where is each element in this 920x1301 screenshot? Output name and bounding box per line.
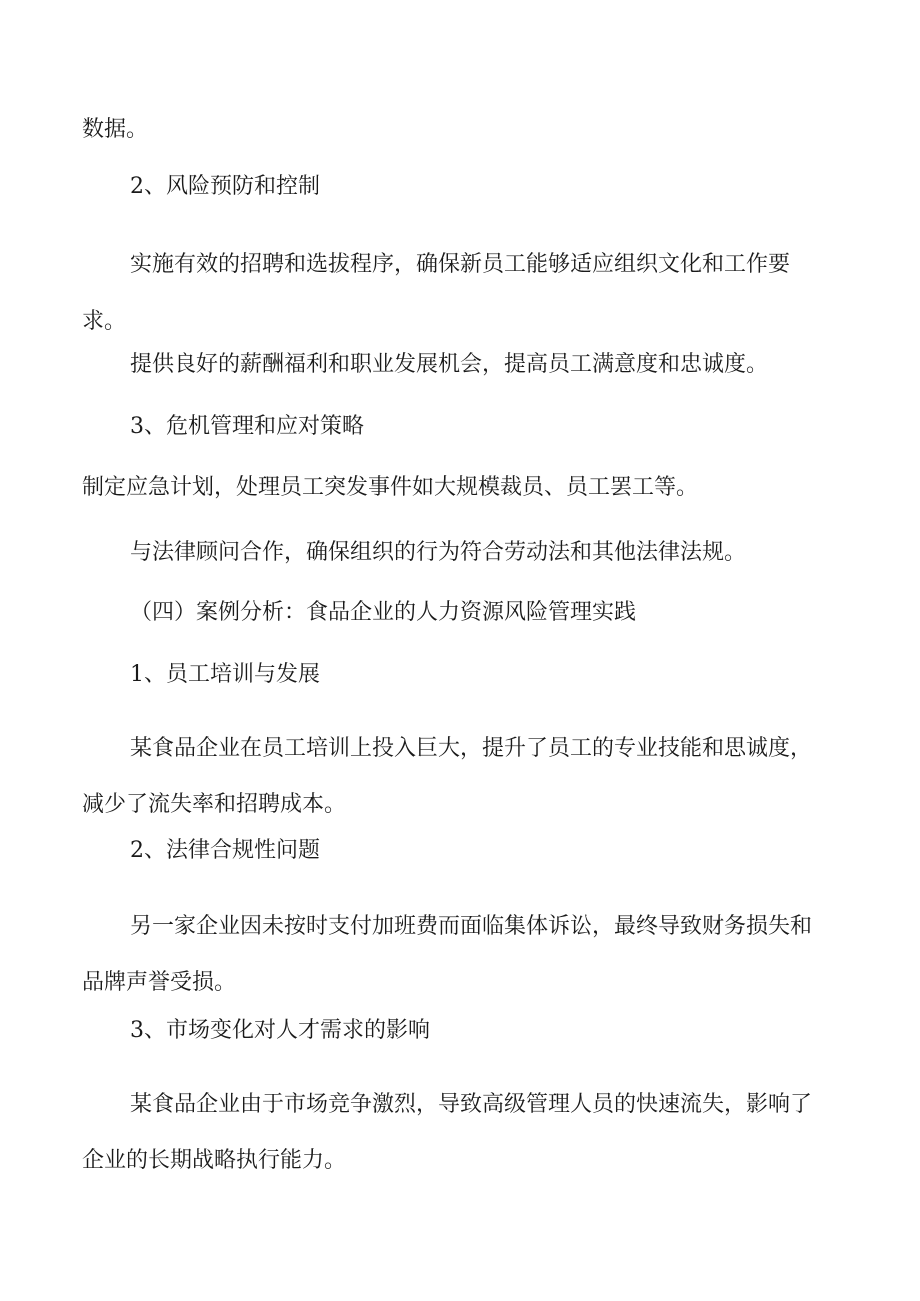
paragraph-recruitment: 实施有效的招聘和选拔程序，确保新员工能够适应组织文化和工作要求。: [82, 252, 791, 334]
paragraph-training-case: 某食品企业在员工培训上投入巨大，提升了员工的专业技能和思诚度，减少了流失率和招聘成本。: [82, 736, 813, 817]
paragraph-continuation: 数据。: [82, 117, 149, 142]
section-heading-market-change: 3、市场变化对人才需求的影响: [130, 1018, 430, 1043]
section-heading-case-study: （四）案例分析：食品企业的人力资源风险管理实践: [130, 600, 637, 625]
section-heading-legal-compliance: 2、法律合规性问题: [130, 838, 320, 863]
paragraph-legal-counsel: 与法律顾问合作，确保组织的行为符合劳动法和其他法律法规。: [130, 540, 747, 565]
paragraph-emergency-plan: 制定应急计划，处理员工突发事件如大规模裁员、员工罢工等。: [82, 475, 699, 500]
section-heading-risk-prevention: 2、风险预防和控制: [130, 174, 320, 199]
section-heading-crisis-management: 3、危机管理和应对策略: [130, 414, 364, 439]
paragraph-lawsuit-case: 另一家企业因未按时支付加班费而面临集体诉讼，最终导致财务损失和品牌声誉受损。: [82, 914, 813, 995]
paragraph-compensation: 提供良好的薪酬福利和职业发展机会，提高员工满意度和忠诚度。: [130, 352, 769, 377]
section-heading-training: 1、员工培训与发展: [130, 662, 320, 687]
paragraph-market-case: 某食品企业由于市场竞争激烈，导致高级管理人员的快速流失，影响了企业的长期战略执行能力。: [82, 1092, 813, 1173]
